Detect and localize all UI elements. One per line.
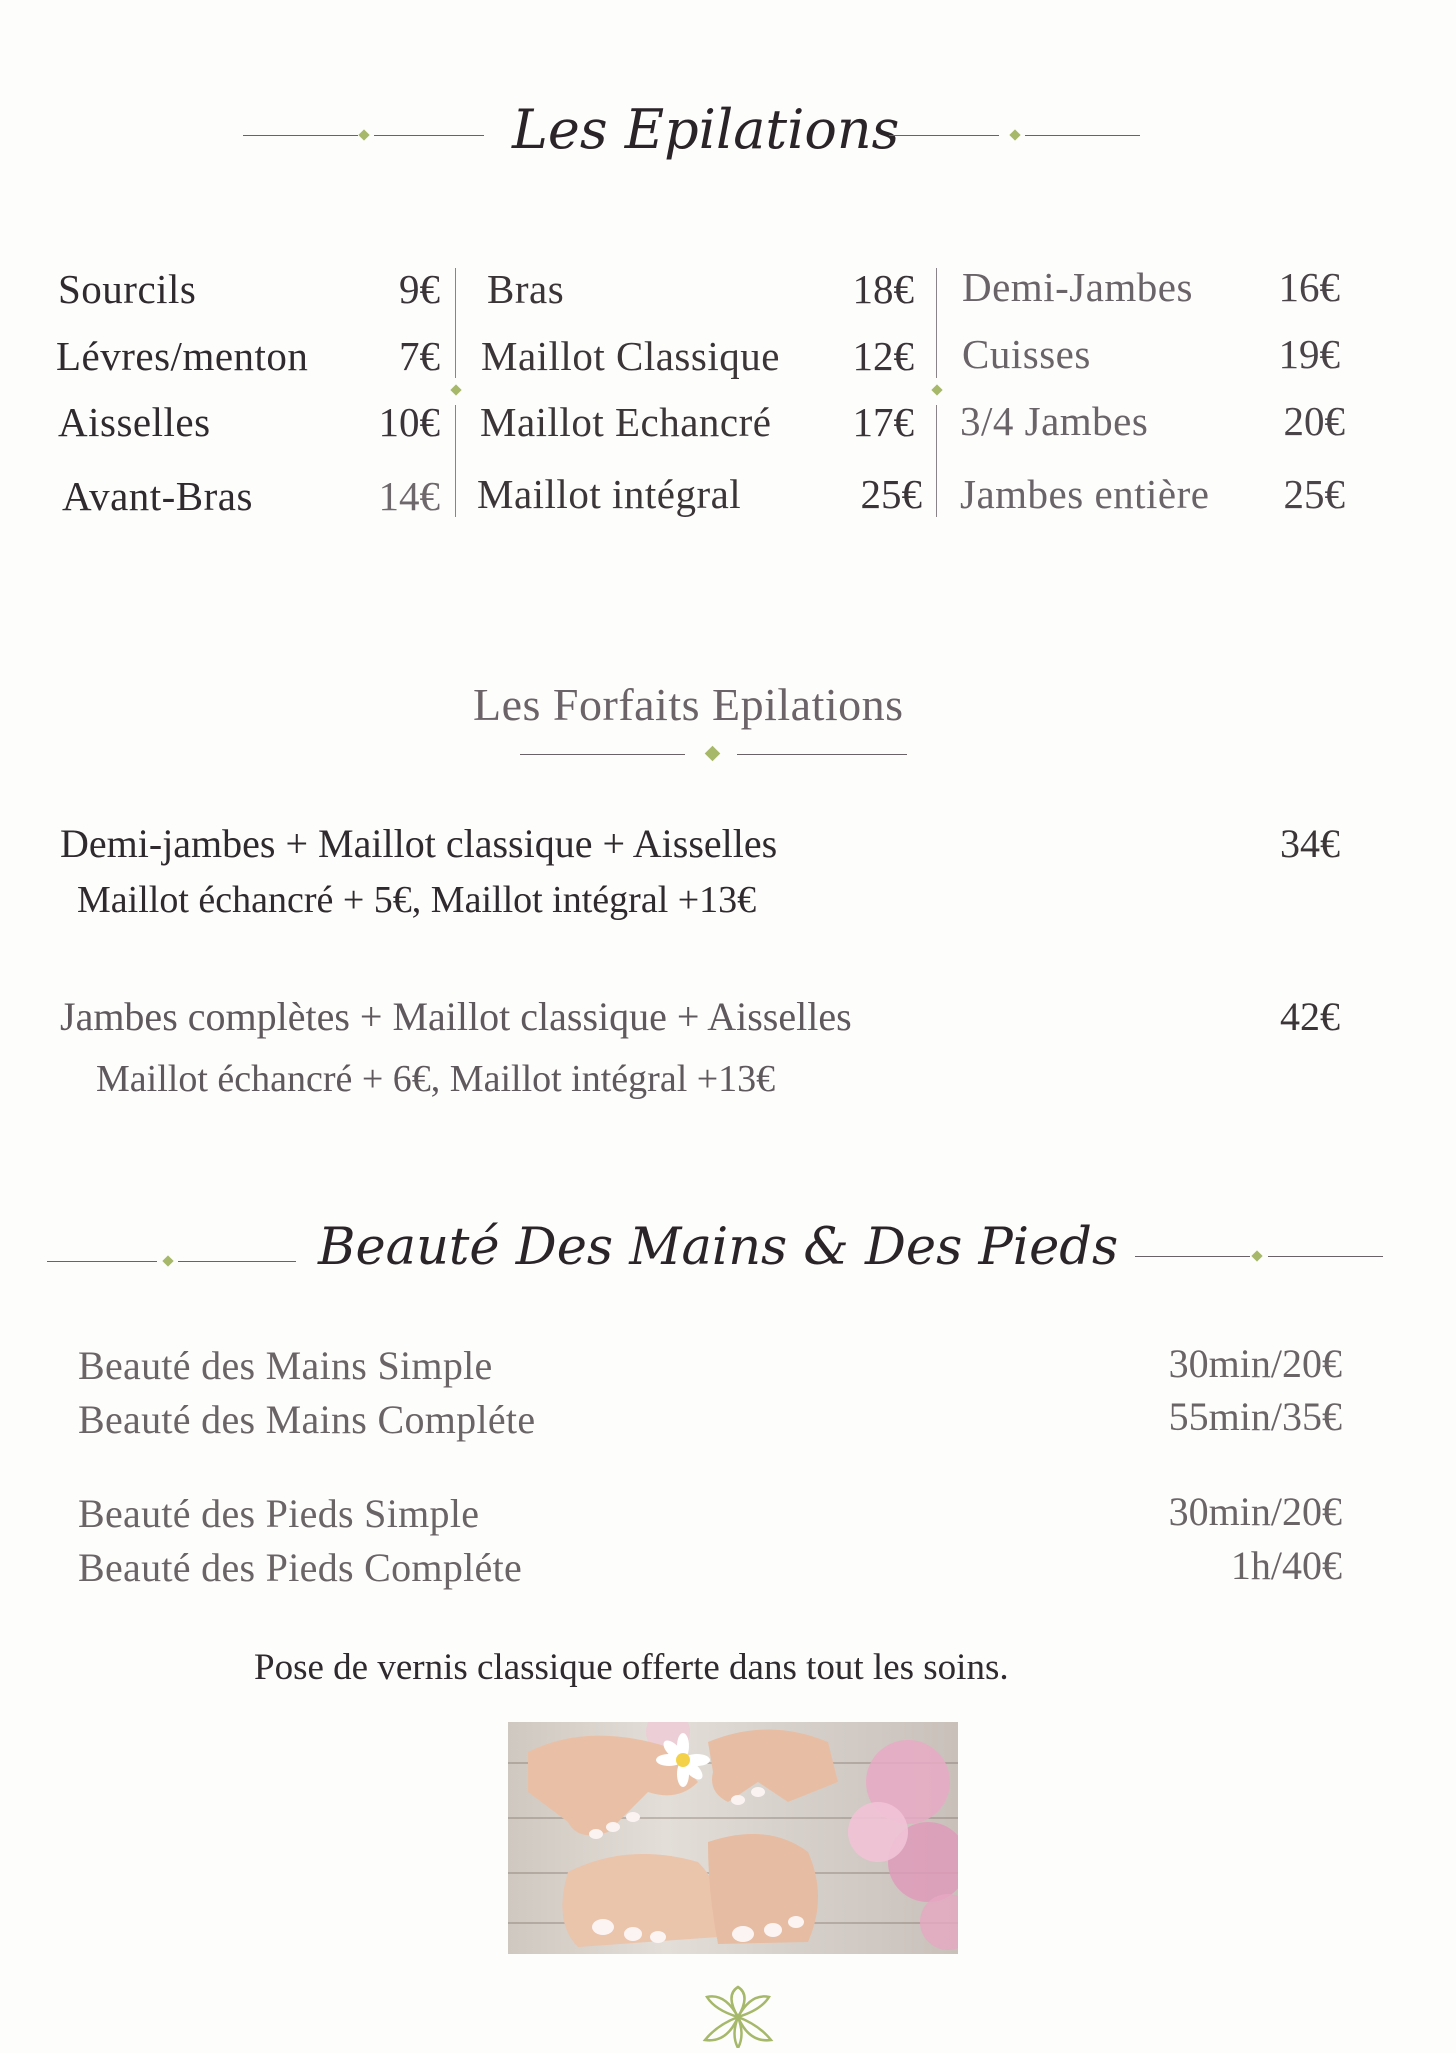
list-item-label: Demi-Jambes (962, 264, 1193, 310)
list-item-price: 12€ (852, 333, 914, 379)
package-options: Maillot échancré + 5€, Maillot intégral +13€ (77, 879, 757, 921)
column-divider (455, 268, 456, 378)
list-item-label: Avant-Bras (62, 473, 253, 519)
list-item-label: Beauté des Pieds Compléte (78, 1545, 523, 1590)
list-item-price: 18€ (852, 266, 914, 312)
list-item-label: Aisselles (58, 399, 211, 445)
list-item-price: 16€ (1278, 264, 1340, 310)
beaute-title: Beauté Des Mains & Des Pieds (318, 1218, 1119, 1277)
column-divider (455, 405, 456, 517)
list-item-label: Lévres/menton (56, 333, 309, 379)
list-item-label: Maillot intégral (477, 471, 742, 517)
diamond-icon (931, 384, 942, 395)
beaute-rule-left-a (47, 1261, 157, 1262)
list-item-price: 19€ (1278, 331, 1340, 377)
package-options: Maillot échancré + 6€, Maillot intégral +13€ (96, 1058, 776, 1100)
list-item-label: Cuisses (962, 331, 1091, 377)
beaute-rule-right-a (1135, 1256, 1250, 1257)
package-main: Demi-jambes + Maillot classique + Aisselles (60, 821, 778, 866)
diamond-icon (705, 746, 721, 762)
beaute-rule-left-b (178, 1261, 296, 1262)
list-item-label: Bras (487, 266, 565, 312)
list-item-price: 14€ (378, 473, 440, 519)
manicure-pedicure-photo (508, 1722, 958, 1954)
column-divider (936, 268, 937, 378)
package-price: 34€ (1280, 821, 1340, 866)
list-item-price: 20€ (1283, 398, 1345, 444)
diamond-icon (1251, 1250, 1262, 1261)
list-item-price: 17€ (852, 399, 914, 445)
header-rule-left-a (243, 135, 358, 136)
list-item-price: 30min/20€ (1168, 1341, 1342, 1386)
package-price: 42€ (1280, 994, 1340, 1039)
forfaits-title: Les Forfaits Epilations (473, 679, 904, 730)
column-divider (936, 405, 937, 517)
package-main: Jambes complètes + Maillot classique + Aisselles (60, 994, 852, 1039)
header-rule-right-a (889, 135, 999, 136)
diamond-icon (1009, 129, 1020, 140)
header-rule-left-b (374, 135, 484, 136)
epilations-title: Les Epilations (512, 98, 900, 161)
diamond-icon (358, 129, 369, 140)
list-item-price: 10€ (378, 399, 440, 445)
diamond-icon (162, 1255, 173, 1266)
leaf-flower-icon (695, 1985, 781, 2048)
list-item-price: 25€ (1283, 471, 1345, 517)
list-item-price: 7€ (399, 333, 440, 379)
forfaits-rule-left (520, 754, 685, 755)
diamond-icon (450, 384, 461, 395)
list-item-label: 3/4 Jambes (960, 398, 1149, 444)
list-item-price: 55min/35€ (1168, 1394, 1342, 1439)
offer-note: Pose de vernis classique offerte dans tout les soins. (254, 1647, 1009, 1688)
beaute-rule-right-b (1268, 1256, 1383, 1257)
header-rule-right-b (1025, 135, 1140, 136)
list-item-price: 9€ (399, 266, 440, 312)
list-item-label: Beauté des Pieds Simple (78, 1491, 480, 1536)
list-item-label: Jambes entière (960, 471, 1210, 517)
list-item-label: Maillot Echancré (480, 399, 772, 445)
forfaits-rule-right (737, 754, 907, 755)
list-item-price: 30min/20€ (1168, 1489, 1342, 1534)
list-item-label: Sourcils (58, 266, 197, 312)
list-item-price: 1h/40€ (1230, 1543, 1342, 1588)
list-item-label: Maillot Classique (481, 333, 780, 379)
list-item-label: Beauté des Mains Simple (78, 1343, 493, 1388)
list-item-price: 25€ (860, 471, 922, 517)
list-item-label: Beauté des Mains Compléte (78, 1397, 536, 1442)
